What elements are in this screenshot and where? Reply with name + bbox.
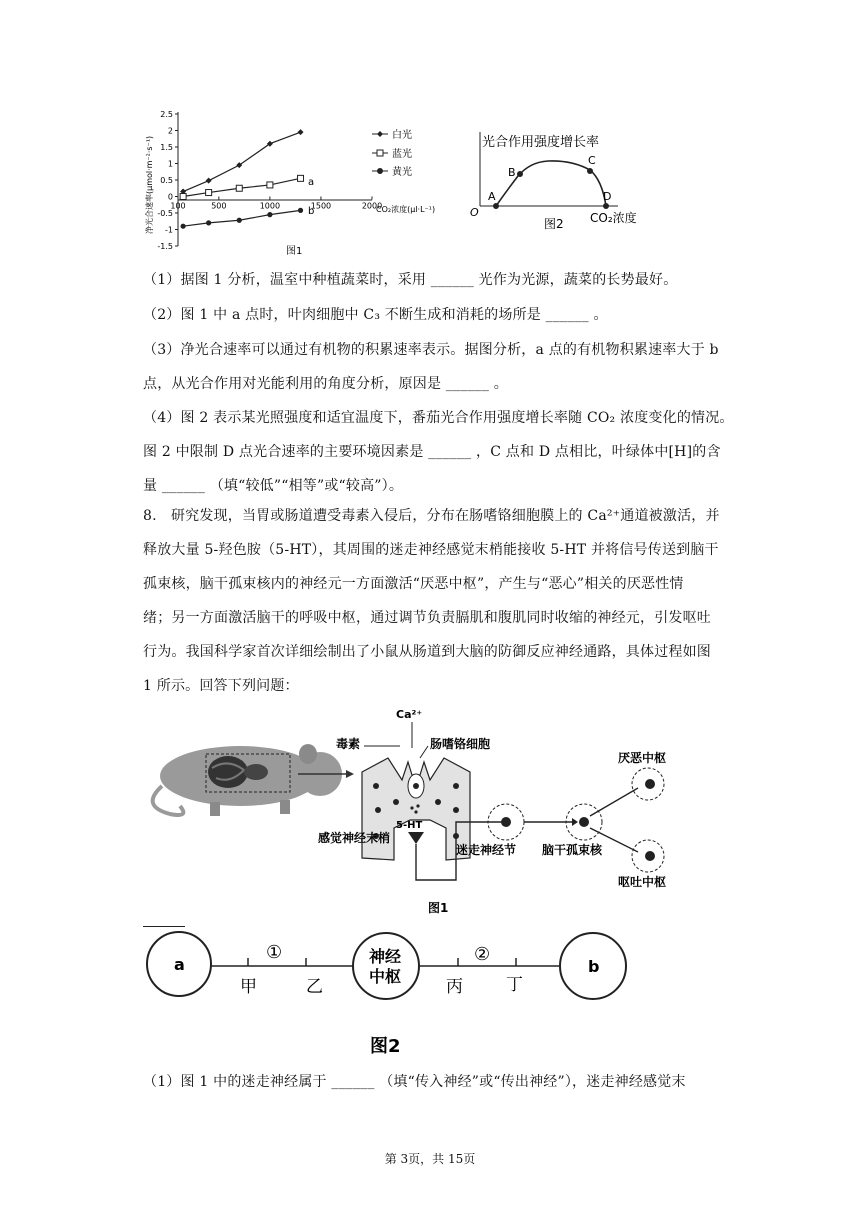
data-point <box>298 175 304 181</box>
ec-cell-pointer <box>420 746 428 758</box>
label-yi: 乙 <box>306 977 323 997</box>
data-point <box>206 190 212 196</box>
legend <box>372 128 412 178</box>
q8-line-3: 孤束核，脑干孤束核内的神经元一方面激活“厌恶中枢”，产生与“恶心”相关的厌恶性情 <box>143 576 684 592</box>
point-D <box>603 203 609 209</box>
label-jia: 甲 <box>240 977 257 997</box>
data-point <box>236 185 242 191</box>
legend-label-white: 白光 <box>392 130 412 141</box>
data-point <box>298 208 303 213</box>
ca-label: Ca²⁺ <box>396 708 423 721</box>
origin-label: O <box>470 206 479 219</box>
nts-label: 脑干孤束核 <box>542 843 603 857</box>
nerve-center-line-1: 神经 <box>369 947 402 966</box>
diagram-2-caption: 图2 <box>370 1036 401 1057</box>
data-point <box>181 224 186 229</box>
y-tick-label: 1 <box>167 159 173 169</box>
point-b-label: b <box>308 206 315 217</box>
point-a-label: a <box>308 177 315 188</box>
label-ding: 丁 <box>506 975 523 995</box>
aversion-center-label: 厌恶中枢 <box>618 751 667 765</box>
y-axis-label: 净光合速率(μmol·m⁻²·s⁻¹) <box>145 135 154 234</box>
5ht-label: 5-HT <box>396 820 423 831</box>
x-tick-label: 2000 <box>361 201 383 211</box>
x-tick-label: 500 <box>211 201 227 211</box>
y-axis-label: 光合作用强度增长率 <box>482 135 600 150</box>
y-tick-label: -1.5 <box>157 242 173 251</box>
data-point <box>180 194 186 200</box>
pathway-diagram <box>150 702 710 918</box>
page-footer: 第 3页，共 15页 <box>384 1152 476 1166</box>
point-C <box>587 168 593 174</box>
label-circle-1: ① <box>266 942 283 963</box>
x-tick-label: 1000 <box>259 201 281 211</box>
series-line-2 <box>183 210 300 226</box>
q7-part-2: （2）图 1 中 a 点时，叶肉细胞中 C₃ 不断生成和消耗的场所是 ______ 。 <box>143 307 608 323</box>
mouse-illustration <box>153 744 342 816</box>
point-A-label: A <box>488 190 496 203</box>
label-bing: 丙 <box>446 977 463 997</box>
x-tick-label: 100 <box>170 201 186 211</box>
q8-line-2: 释放大量 5-羟色胺（5-HT），其周围的迷走神经感觉末梢能接收 5-HT 并将信号传送到脑干 <box>143 542 719 558</box>
legend-marker-blue <box>377 150 383 156</box>
x-tick-label: 1500 <box>310 201 332 211</box>
figure-2-caption: 图2 <box>544 217 564 231</box>
question-7-block <box>143 266 753 500</box>
ec-cell-label: 肠嗜铬细胞 <box>430 737 491 751</box>
data-point <box>267 182 273 188</box>
nerve-center-node <box>353 933 419 999</box>
diagram-2-rule <box>143 926 185 927</box>
q7-part-4-line-2: 图 2 中限制 D 点光合速率的主要环境因素是 ______ ，C 点和 D 点相比，叶绿体中[H]的含 <box>143 444 721 460</box>
question-8-part-1 <box>143 1068 753 1096</box>
legend-label-yellow: 黄光 <box>392 167 412 178</box>
label-circle-2: ② <box>474 944 491 965</box>
q8-line-4: 绪；另一方面激活脑干的呼吸中枢，通过调节负责膈肌和腹肌同时收缩的神经元，引发呕吐 <box>143 610 711 626</box>
sensory-ending-label: 感觉神经末梢 <box>318 831 391 845</box>
data-point <box>206 178 212 184</box>
figure-2-chart <box>468 124 638 236</box>
point-B <box>517 171 523 177</box>
y-tick-label: 2 <box>167 126 173 136</box>
q7-part-1: （1）据图 1 分析，温室中种植蔬菜时，采用 ______ 光作为光源，蔬菜的长势最好。 <box>143 272 678 288</box>
q8-line-5: 行为。我国科学家首次详细绘制出了小鼠从肠道到大脑的防御反应神经通路，具体过程如图 <box>143 644 711 660</box>
diagram-1-caption: 图1 <box>428 901 449 915</box>
toxin-label: 毒素 <box>336 737 361 751</box>
data-point <box>267 212 272 217</box>
legend-label-blue: 蓝光 <box>392 149 412 160</box>
y-tick-label: 0 <box>167 192 173 202</box>
nerve-center-line-2: 中枢 <box>369 967 402 986</box>
y-tick-label: 1.5 <box>160 143 173 152</box>
figure-1-caption: 图1 <box>286 246 303 257</box>
data-point <box>206 220 211 225</box>
q7-part-3-line-1: （3）净光合速率可以通过有机物的积累速率表示。据图分析，a 点的有机物积累速率大于 b <box>143 342 719 358</box>
point-D-label: D <box>603 190 612 203</box>
legend-marker-yellow <box>377 168 383 174</box>
q7-part-4-line-3: 量 ______ （填“较低”“相等”或“较高”）。 <box>143 478 404 494</box>
y-tick-label: 0.5 <box>160 176 173 185</box>
reflex-arc-diagram <box>140 930 640 1060</box>
node-a-label: a <box>174 955 185 974</box>
q8-line-1: 8. 研究发现，当胃或肠道遭受毒素入侵后，分布在肠嗜铬细胞膜上的 Ca²⁺通道被激活，并 <box>143 508 720 524</box>
point-B-label: B <box>508 166 516 179</box>
vomit-center-label: 呕吐中枢 <box>618 875 667 889</box>
node-b-label: b <box>588 957 600 976</box>
nts-to-aversion-fiber <box>590 788 638 816</box>
q8-part-1-line: （1）图 1 中的迷走神经属于 ______ （填“传入神经”或“传出神经”），迷走神经感觉末 <box>143 1074 686 1090</box>
q7-part-3-line-2: 点，从光合作用对光能利用的角度分析，原因是 ______ 。 <box>143 376 508 392</box>
x-axis-label: CO₂浓度 <box>590 211 637 225</box>
y-tick-label: -0.5 <box>157 209 173 218</box>
data-point <box>237 218 242 223</box>
figure-1-chart <box>140 104 460 264</box>
x-axis-label: CO₂浓度(μl·L⁻¹) <box>376 205 436 214</box>
5ht-release-marker <box>408 832 424 844</box>
y-tick-label: 2.5 <box>160 110 173 119</box>
zoom-arrowhead <box>346 770 354 778</box>
legend-marker-white <box>377 131 383 137</box>
vagal-ganglion-label: 迷走神经节 <box>456 843 517 857</box>
question-8-block <box>143 502 753 700</box>
point-A <box>493 203 499 209</box>
y-tick-label: -1 <box>165 225 173 235</box>
point-C-label: C <box>588 154 596 167</box>
q7-part-4-line-1: （4）图 2 表示某光照强度和适宜温度下，番茄光合作用强度增长率随 CO₂ 浓度变化的情况。 <box>143 410 734 426</box>
q8-line-6: 1 所示。回答下列问题： <box>143 678 299 694</box>
data-point <box>298 129 304 135</box>
